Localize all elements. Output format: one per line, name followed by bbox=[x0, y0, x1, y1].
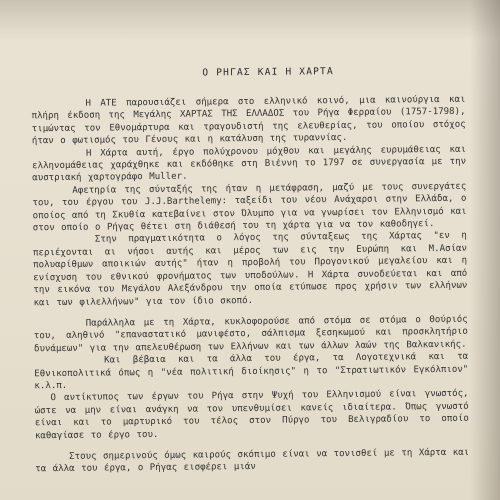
paragraph: Παράλληλα με τη Χάρτα, κυκλοφορούσε από στόμα σε στόμα ο Θούριός του, αληθινό "επαναστατικό μανιφέστο, σάλπισμα ξεσηκωμού και προσκλητήριο δυνάμεων" για την απελευθέρωση των Ελλήνων και των άλλων λαών της Βαλκανικής. bbox=[33, 314, 468, 354]
paragraph: Ο αντίκτυπος των έργων του Ρήγα στην Ψυχή του Ελληνισμού είναι γνωστός, ώστε να μην είναι ανάγκη να τον υπενθυμίσει κανείς ιδιαίτερα. Όπως γνωστό είναι και το μαρτυρικό του τέλος στον Πύργο του Βελιγραδίου το οποίο καθαγίασε το έργο του. bbox=[34, 389, 469, 441]
paragraph: Η Χάρτα αυτή, έργο πολύχρονου μόχθου και μεγάλης ευρυμάθειας και ελληνομάθειας χαράχθηκε και εκδόθηκε στη Βιέννη το 1797 σε συνεργασία με την αυστριακή χαρτογράφο Muller. bbox=[32, 144, 467, 184]
paragraph: Η ΑΤΕ παρουσιάζει σήμερα στο ελληνικό κοινό, μια καινούργια και πλήρη έκδοση της Μεγάλης ΧΑΡΤΑΣ ΤΗΣ ΕΛΛΑΔΟΣ του Ρήγα Φερραίου (1757-1798), τιμώντας τον Εθνομάρτυρα και τραγουδιστή της ελευθερίας, του οποίου στόχος ήταν ο φωτισμός του Γένους και η κατάλυση της τυραννίας. bbox=[31, 94, 466, 147]
paragraph: Στην πραγματικότητα ο λόγος της σύνταξεως της Χάρτας "εν η περιέχονται αι νήσοι αυτής και μέρος των εις την Ευρώπη και Μ.Ασίαν πολυαρίθμων αποικιών αυτής" ήταν η προβολή του Προγονικού μεγαλείου και η ενίσχυση του εθνικού φρονήματος των υποδούλων. Η Χάρτα συνοδεύεται και από την εικόνα του Μεγάλου Αλεξάνδρου την οποία ετύπωσε προς χρήσιν των ελλήνων και των φιλελλήνων" για τον ίδιο σκοπό. bbox=[32, 231, 468, 308]
page-title: Ο ΡΗΓΑΣ ΚΑΙ Η ΧΑΡΤΑ bbox=[202, 66, 334, 79]
body-text bbox=[31, 94, 469, 476]
paragraph: Και βέβαια και τα άλλα του έργα, τα Λογοτεχνικά και τα Εθνικοπολιτικά όπως η "νέα πολιτική διοίκησις" η το "Στρατιωτικόν Εγκόλπιον" κ.λ.π. bbox=[34, 351, 469, 392]
paragraph: Αφετηρία της σύνταξής της ήταν η μετάφραση, μαζύ με τους συνεργάτες του, του έργου του J.J.Barthelemy: ταξείδι του νέου Ανάχαρσι στην Ελλάδα, ο οποίος από τη Σκυθία κατεβαίνει στον Όλυμπο για να γνωρίσει τον Ελληνισμό και στον οποίο ο Ρήγας θέτει στη διάθεσή του τη χάρτα για να τον καθοδηγεί. bbox=[32, 181, 467, 234]
paragraph: Στους σημερινούς όμως καιρούς σκόπιμο είναι να τονισθεί με τη Χάρτα και τα άλλα του έργα, ο Ρήγας εισφέρει μιάν bbox=[35, 447, 470, 475]
